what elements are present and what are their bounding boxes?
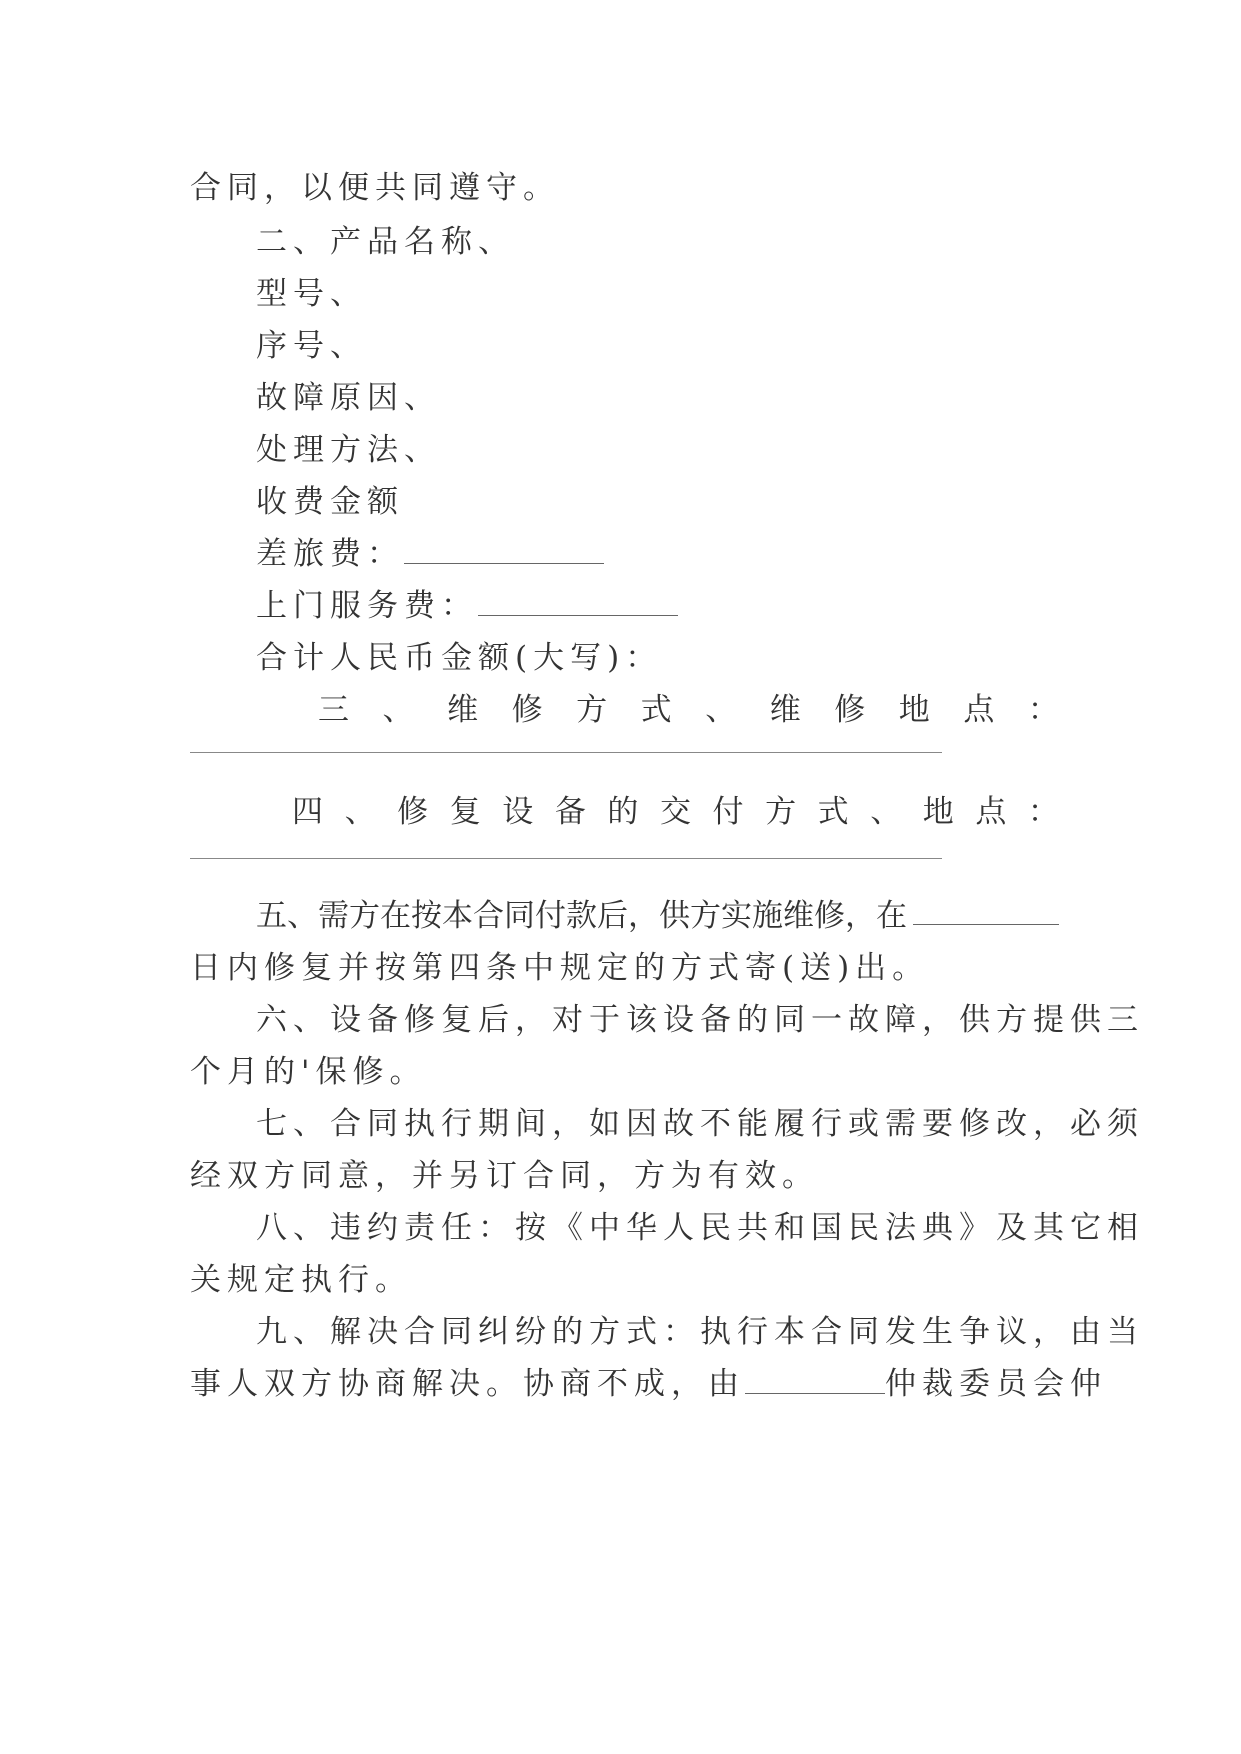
clause-3-blank-line (190, 752, 942, 753)
field-fee-amount: 收费金额 (256, 484, 404, 520)
clause-4-heading-char: 、 (344, 794, 376, 830)
clause-5-line-2: 日内修复并按第四条中规定的方式寄(送)出。 (190, 950, 930, 986)
clause-4-heading-char: 复 (449, 794, 481, 830)
travel-expense-row (256, 534, 604, 574)
clause-3-heading-char: 维 (447, 692, 479, 728)
clause-8-line-1: 八、违约责任：按《中华人民共和国民法典》及其它相 (256, 1210, 1144, 1246)
clause-4-blank-line (190, 858, 942, 859)
clause-5-days-blank (913, 896, 1059, 925)
clause-4-heading-char: 方 (765, 794, 797, 830)
travel-expense-label: 差旅费： (256, 536, 404, 572)
field-serial-number: 序号、 (256, 328, 367, 364)
clause-3-heading-char: 地 (898, 692, 930, 728)
clause-2-heading: 二、产品名称、 (256, 224, 515, 260)
clause-3-heading-char: 式 (640, 692, 672, 728)
clause-4-heading-char: 设 (502, 794, 534, 830)
clause-3-heading (318, 690, 1059, 730)
field-model: 型号、 (256, 276, 367, 312)
clause-5-text: 五、需方在按本合同付款后，供方实施维修，在 (256, 898, 907, 934)
travel-expense-blank (404, 539, 604, 564)
clause-7-line-1: 七、合同执行期间，如因故不能履行或需要修改，必须 (256, 1106, 1144, 1142)
onsite-fee-blank (478, 591, 678, 616)
clause-4-heading-char: 四 (292, 794, 323, 830)
clause-4-heading-char: 付 (712, 794, 744, 830)
clause-4-heading-char: 、 (870, 794, 902, 830)
clause-4-heading-char: 备 (554, 794, 586, 830)
clause-3-heading-char: 方 (576, 692, 608, 728)
clause-4-heading (292, 792, 1059, 832)
clause-6-line-1: 六、设备修复后，对于该设备的同一故障，供方提供三 (256, 1002, 1144, 1038)
clause-7-line-2: 经双方同意，并另订合同，方为有效。 (190, 1158, 819, 1194)
clause-3-heading-char: 三 (318, 692, 349, 728)
clause-9-text-post: 仲裁委员会仲 (885, 1366, 1107, 1402)
clause-3-heading-char: ： (1027, 692, 1059, 728)
clause-6-line-2: 个月的'保修。 (190, 1054, 427, 1090)
clause-9-line-1: 九、解决合同纠纷的方式：执行本合同发生争议，由当 (256, 1314, 1144, 1350)
onsite-fee-row (256, 586, 678, 626)
clause-4-heading-char: ： (1027, 794, 1059, 830)
field-handling-method: 处理方法、 (256, 432, 441, 468)
clause-3-heading-char: 、 (705, 692, 737, 728)
clause-3-heading-char: 、 (382, 692, 414, 728)
field-fault-cause: 故障原因、 (256, 380, 441, 416)
arbitration-committee-blank (745, 1369, 885, 1394)
clause-3-heading-char: 修 (834, 692, 866, 728)
clause-4-heading-char: 修 (397, 794, 429, 830)
clause-9-text-pre: 事人双方协商解决。协商不成，由 (190, 1366, 745, 1402)
clause-4-heading-char: 地 (922, 794, 954, 830)
clause-3-heading-char: 点 (963, 692, 995, 728)
clause-5-line-1 (256, 896, 1059, 936)
clause-4-heading-char: 式 (817, 794, 849, 830)
clause-4-heading-char: 交 (659, 794, 691, 830)
onsite-fee-label: 上门服务费： (256, 588, 478, 624)
clause-4-heading-char: 的 (607, 794, 639, 830)
clause-3-heading-char: 维 (769, 692, 801, 728)
total-amount-label: 合计人民币金额(大写)： (256, 640, 663, 676)
clause-9-line-2 (190, 1364, 1107, 1404)
text-line-continuation: 合同，以便共同遵守。 (190, 170, 560, 206)
clause-8-line-2: 关规定执行。 (190, 1262, 412, 1298)
clause-3-heading-char: 修 (511, 692, 543, 728)
clause-4-heading-char: 点 (975, 794, 1007, 830)
